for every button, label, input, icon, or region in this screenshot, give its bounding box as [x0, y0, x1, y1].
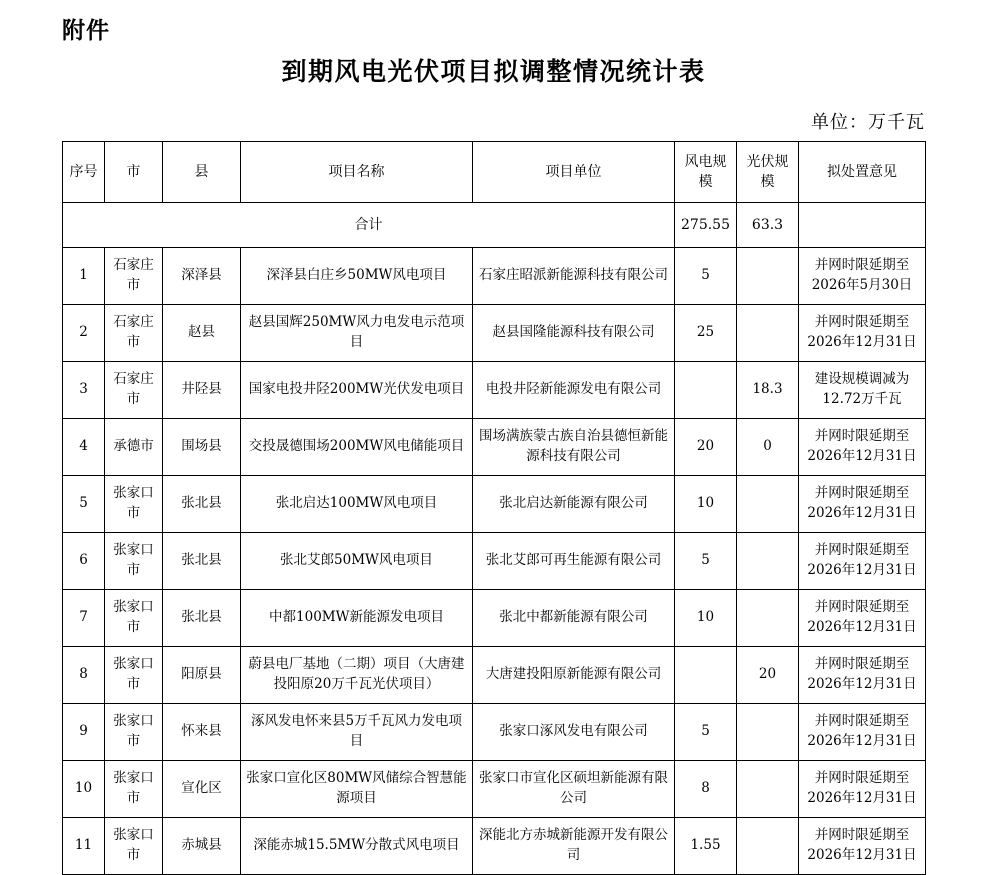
- cell-opinion: 并网时限延期至2026年12月31日: [799, 590, 926, 647]
- cell-project-unit: 赵县国隆能源科技有限公司: [473, 305, 675, 362]
- cell-city: 张家口市: [105, 818, 163, 875]
- cell-project-unit: 围场满族蒙古族自治县德恒新能源科技有限公司: [473, 419, 675, 476]
- cell-seq: 5: [63, 476, 105, 533]
- cell-seq: 7: [63, 590, 105, 647]
- table-row: [63, 248, 926, 305]
- cell-opinion: 并网时限延期至2026年5月30日: [799, 248, 926, 305]
- cell-seq: 4: [63, 419, 105, 476]
- cell-wind: 5: [675, 248, 737, 305]
- cell-wind: 5: [675, 533, 737, 590]
- cell-opinion: 并网时限延期至2026年12月31日: [799, 647, 926, 704]
- column-header-opinion: 拟处置意见: [799, 142, 926, 203]
- cell-opinion: 并网时限延期至2026年12月31日: [799, 533, 926, 590]
- cell-opinion: 并网时限延期至2026年12月31日: [799, 704, 926, 761]
- cell-wind: 10: [675, 590, 737, 647]
- total-opinion: [799, 203, 926, 248]
- cell-wind: 1.55: [675, 818, 737, 875]
- total-label: 合计: [63, 203, 675, 248]
- table-header-row: [63, 142, 926, 203]
- cell-city: 承德市: [105, 419, 163, 476]
- column-header-project-name: 项目名称: [241, 142, 473, 203]
- table-row: [63, 647, 926, 704]
- cell-project-name: 张家口宣化区80MW风储综合智慧能源项目: [241, 761, 473, 818]
- total-wind: 275.55: [675, 203, 737, 248]
- cell-seq: 3: [63, 362, 105, 419]
- cell-county: 井陉县: [163, 362, 241, 419]
- column-header-seq: 序号: [63, 142, 105, 203]
- cell-seq: 9: [63, 704, 105, 761]
- cell-project-name: 中都100MW新能源发电项目: [241, 590, 473, 647]
- column-header-city: 市: [105, 142, 163, 203]
- table-row: [63, 305, 926, 362]
- cell-solar: 20: [737, 647, 799, 704]
- table-header: [63, 142, 926, 203]
- cell-seq: 6: [63, 533, 105, 590]
- cell-city: 张家口市: [105, 476, 163, 533]
- column-header-solar-scale: 光伏规模: [737, 142, 799, 203]
- cell-solar: [737, 305, 799, 362]
- cell-project-name: 赵县国辉250MW风力电发电示范项目: [241, 305, 473, 362]
- cell-solar: [737, 818, 799, 875]
- cell-wind: 20: [675, 419, 737, 476]
- cell-seq: 2: [63, 305, 105, 362]
- cell-wind: 25: [675, 305, 737, 362]
- column-header-project-unit: 项目单位: [473, 142, 675, 203]
- cell-seq: 8: [63, 647, 105, 704]
- table-row: [63, 419, 926, 476]
- cell-project-name: 张北启达100MW风电项目: [241, 476, 473, 533]
- cell-wind: 8: [675, 761, 737, 818]
- cell-city: 张家口市: [105, 647, 163, 704]
- cell-wind: 5: [675, 704, 737, 761]
- table-row: [63, 818, 926, 875]
- cell-project-unit: 张北中都新能源有限公司: [473, 590, 675, 647]
- cell-seq: 11: [63, 818, 105, 875]
- table-row: [63, 476, 926, 533]
- cell-wind: [675, 647, 737, 704]
- cell-wind: 10: [675, 476, 737, 533]
- cell-seq: 10: [63, 761, 105, 818]
- cell-seq: 1: [63, 248, 105, 305]
- cell-project-unit: 张家口市宣化区硕坦新能源有限公司: [473, 761, 675, 818]
- cell-solar: [737, 533, 799, 590]
- cell-project-name: 深能赤城15.5MW分散式风电项目: [241, 818, 473, 875]
- cell-opinion: 并网时限延期至2026年12月31日: [799, 419, 926, 476]
- cell-project-name: 交投晟德围场200MW风电储能项目: [241, 419, 473, 476]
- cell-opinion: 并网时限延期至2026年12月31日: [799, 818, 926, 875]
- cell-county: 赵县: [163, 305, 241, 362]
- cell-project-unit: 张家口涿风发电有限公司: [473, 704, 675, 761]
- table-row-total: [63, 203, 926, 248]
- cell-city: 石家庄市: [105, 362, 163, 419]
- cell-solar: 18.3: [737, 362, 799, 419]
- attachment-label: 附件: [62, 17, 110, 44]
- cell-solar: [737, 590, 799, 647]
- cell-solar: [737, 761, 799, 818]
- table-row: [63, 362, 926, 419]
- cell-city: 石家庄市: [105, 305, 163, 362]
- cell-opinion: 并网时限延期至2026年12月31日: [799, 476, 926, 533]
- cell-opinion: 并网时限延期至2026年12月31日: [799, 305, 926, 362]
- table-row: [63, 590, 926, 647]
- total-solar: 63.3: [737, 203, 799, 248]
- cell-county: 张北县: [163, 476, 241, 533]
- cell-city: 张家口市: [105, 704, 163, 761]
- cell-city: 张家口市: [105, 761, 163, 818]
- page-title: 到期风电光伏项目拟调整情况统计表: [281, 57, 706, 86]
- cell-city: 张家口市: [105, 590, 163, 647]
- cell-city: 石家庄市: [105, 248, 163, 305]
- cell-project-name: 张北艾郎50MW风电项目: [241, 533, 473, 590]
- table-row: [63, 704, 926, 761]
- table-row: [63, 761, 926, 818]
- cell-county: 阳原县: [163, 647, 241, 704]
- cell-project-unit: 电投井陉新能源发电有限公司: [473, 362, 675, 419]
- table-body: [63, 203, 926, 875]
- cell-county: 怀来县: [163, 704, 241, 761]
- cell-county: 深泽县: [163, 248, 241, 305]
- cell-solar: [737, 248, 799, 305]
- statistics-table: [62, 141, 926, 875]
- unit-note: 单位：万千瓦: [811, 112, 925, 133]
- column-header-wind-scale: 风电规模: [675, 142, 737, 203]
- cell-solar: [737, 704, 799, 761]
- cell-solar: 0: [737, 419, 799, 476]
- cell-county: 赤城县: [163, 818, 241, 875]
- cell-opinion: 建设规模调减为12.72万千瓦: [799, 362, 926, 419]
- cell-project-name: 蔚县电厂基地（二期）项目（大唐建投阳原20万千瓦光伏项目）: [241, 647, 473, 704]
- cell-project-unit: 张北艾郎可再生能源有限公司: [473, 533, 675, 590]
- cell-project-unit: 深能北方赤城新能源开发有限公司: [473, 818, 675, 875]
- cell-project-name: 深泽县白庄乡50MW风电项目: [241, 248, 473, 305]
- cell-opinion: 并网时限延期至2026年12月31日: [799, 761, 926, 818]
- table-row: [63, 533, 926, 590]
- cell-project-name: 国家电投井陉200MW光伏发电项目: [241, 362, 473, 419]
- cell-project-unit: 张北启达新能源有限公司: [473, 476, 675, 533]
- cell-project-unit: 石家庄昭派新能源科技有限公司: [473, 248, 675, 305]
- cell-county: 张北县: [163, 533, 241, 590]
- cell-wind: [675, 362, 737, 419]
- cell-county: 张北县: [163, 590, 241, 647]
- cell-county: 宣化区: [163, 761, 241, 818]
- cell-project-unit: 大唐建投阳原新能源有限公司: [473, 647, 675, 704]
- column-header-county: 县: [163, 142, 241, 203]
- cell-city: 张家口市: [105, 533, 163, 590]
- cell-solar: [737, 476, 799, 533]
- cell-county: 围场县: [163, 419, 241, 476]
- cell-project-name: 涿风发电怀来县5万千瓦风力发电项目: [241, 704, 473, 761]
